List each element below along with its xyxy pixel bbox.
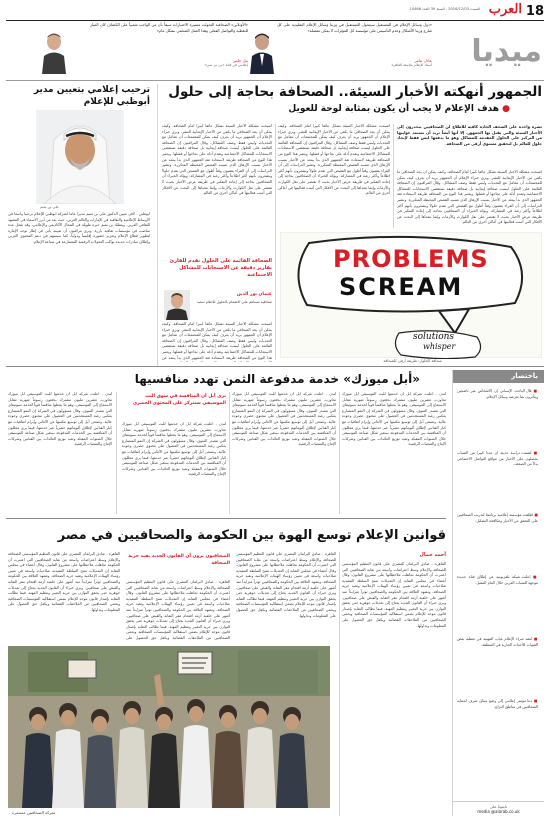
brief-item-text: أعلنت شبكة تلفزيونية عن إطلاق قناة جديدة موجهة للشباب العربي خلال العام المقبل. bbox=[457, 575, 538, 585]
second-body-col-3: لندن - أعلنت شركة أبل أن خدمتها للبث الموسيقي أبل ميوزك تجاوزت عشرين مليون مشترك يدفعون رسوماً شهرية مقابل الاستماع إلى الموسيقى، وهو ما يجعلها منافساً قوياً لخدمة سبوتيفاي التي تتصدر السوق. وقال مسؤولون في الشركة إن النمو المتسارع يعكس رغبة المستخدمين في الحصول على محتوى حصري وجودة عالية. وتسعى أبل إلى توسيع مكتبتها من الأغاني وإبرام اتفاقيات مع كبار الفنانين لإطلاق ألبوماتهم حصرياً عبر خدمتها، فيما يرى محللون أن المنافسة بين الخدمات المدفوعة ستغير شكل صناعة الموسيقى خلال السنوات المقبلة وتعيد توزيع العائدات بين الفنانين وشركات الإنتاج والمنصات الرقمية. bbox=[122, 422, 226, 477]
pullquote: الصحافة القائمة على الحلول تقدم للقارئ تقارير دقيقة عن الاستجابات للمشاكل الاجتماعية bbox=[169, 258, 272, 278]
briefs-title: باختصار bbox=[511, 372, 538, 380]
section-title: ميديا bbox=[471, 34, 542, 69]
sidebar-top-headline[interactable]: ترحيب إعلامي بتعيين مدير أبوظبي للإعلام bbox=[33, 85, 150, 107]
main-body-col-4: أصبحت مشكلة الأخبار السيئة تشكل عائقاً كبيراً أمام الصحافة، وكيف يمكن أن يجد الصحافي ما يكفي من الأخبار الإيجابية للنشر. ويرى خبراء الإعلام أن الجمهور يريد أن يعرف كيف يمكن للمجتمعات أن تتعامل مع التحديات وليس فقط وصف المشاكل. وقال المراقبون إن الصحافة القائمة على الحلول ليست صحافة إيجابية بل صحافة دقيقة تستقصي الاستجابات للمشاكل الاجتماعية وتقدم أدلة على نجاحها أو فشلها. ويعتبر هذا النوع من الصحافة طريقة لاستعادة ثقة الجمهور الذي بدأ يبتعد عن bbox=[162, 322, 272, 360]
teaser-left[interactable] bbox=[90, 22, 248, 74]
brief-bullet-icon: ■ bbox=[532, 637, 538, 641]
brief-item-text: كشفت دراسة حديثة أن عدداً كبيراً من الشباب يحصلون على الأخبار من مواقع التواصل الاجتماعي بدلاً من الصحف. bbox=[457, 451, 538, 467]
main-subhead bbox=[150, 104, 510, 114]
section-divider-2 bbox=[6, 518, 446, 519]
brief-item[interactable] bbox=[457, 637, 538, 693]
brief-bullet-icon: ■ bbox=[530, 575, 538, 579]
illustration-word-whisper: whisper bbox=[423, 342, 456, 351]
main-body-col-3: أصبحت مشكلة الأخبار السيئة تشكل عائقاً كبيراً أمام الصحافة، وكيف يمكن أن يجد الصحافي ما يكفي من الأخبار الإيجابية للنشر. ويرى خبراء الإعلام أن الجمهور يريد أن يعرف كيف يمكن للمجتمعات أن تتعامل مع التحديات وليس فقط وصف المشاكل. وقال المراقبون إن الصحافة القائمة على الحلول ليست صحافة إيجابية بل صحافة دقيقة تستقصي الاستجابات للمشاكل الاجتماعية وتقدم أدلة على نجاحها أو فشلها. ويعتبر هذا النوع من الصحافة طريقة لاستعادة ثقة الجمهور الذي بدأ يبتعد عن الأخبار بسبب الإرهاق الذي تسببه القصص المحبطة المتكررة. وتشير الدراسات إلى أن القراء يقضون وقتاً أطول مع القصص التي تقدم حلولاً ويشعرون بأنهم أكثر اطلاعاً وأكثر رغبة في المشاركة. ويؤكد الخبراء أن الصحافيين بحاجة إلى إعادة التفكير في طريقة عرض الأخبار بحيث لا تقتصر على نقل الكوارث والأزمات وإنما تتعداها إلى البحث عن الأفكار التي أثبتت فعاليتها في أماكن أخرى من العالم. bbox=[162, 124, 272, 196]
issue-line: السبت 2016/12/03 - السنة 39 العدد 10466 bbox=[409, 7, 480, 11]
teaser-left-role: إعلامي في قناة «بي بي سي» bbox=[204, 63, 248, 67]
columnist-role: صحافية تستاهم علي الاهتمام بالحلول للاعلام سعيد bbox=[196, 300, 272, 304]
briefs-box bbox=[452, 370, 544, 816]
illustration-word-problems: PROBLEMS bbox=[333, 245, 489, 273]
main-subhead-text: هدف الإعلام لا يجب أن يكون بمثابة لوحة للعويل bbox=[288, 104, 499, 114]
main-body-col-2: أصبحت مشكلة الأخبار السيئة تشكل عائقاً كبيراً أمام الصحافة، وكيف يمكن أن يجد الصحافي ما يكفي من الأخبار الإيجابية للنشر. ويرى خبراء الإعلام أن الجمهور يريد أن يعرف كيف يمكن للمجتمعات أن تتعامل مع التحديات وليس فقط وصف المشاكل. وقال المراقبون إن الصحافة القائمة على الحلول ليست صحافة إيجابية بل صحافة دقيقة تستقصي الاستجابات للمشاكل الاجتماعية وتقدم أدلة على نجاحها أو فشلها. ويعتبر هذا النوع من الصحافة طريقة لاستعادة ثقة الجمهور الذي بدأ يبتعد عن الأخبار بسبب الإرهاق الذي تسببه القصص المحبطة المتكررة. وتشير الدراسات إلى أن القراء يقضون وقتاً أطول مع القصص التي تقدم حلولاً ويشعرون بأنهم أكثر اطلاعاً وأكثر رغبة في المشاركة. ويؤكد الخبراء أن الصحافيين بحاجة إلى إعادة التفكير في طريقة عرض الأخبار بحيث لا تقتصر على نقل الكوارث والأزمات وإنما تتعداها إلى البحث عن الأفكار التي أثبتت فعاليتها في أماكن أخرى من العالم. bbox=[278, 124, 390, 196]
second-body-col-1: لندن - أعلنت شركة أبل أن خدمتها للبث الموسيقي أبل ميوزك تجاوزت عشرين مليون مشترك يدفعون رسوماً شهرية مقابل الاستماع إلى الموسيقى، وهو ما يجعلها منافساً قوياً لخدمة سبوتيفاي التي تتصدر السوق. وقال مسؤولون في الشركة إن النمو المتسارع يعكس رغبة المستخدمين في الحصول على محتوى حصري وجودة عالية. وتسعى أبل إلى توسيع مكتبتها من الأغاني وإبرام اتفاقيات مع كبار الفنانين لإطلاق ألبوماتهم حصرياً عبر خدمتها، فيما يرى محللون أن المنافسة بين الخدمات المدفوعة ستغير شكل صناعة الموسيقى خلال السنوات المقبلة وتعيد توزيع العائدات بين الفنانين وشركات الإنتاج والمنصات الرقمية. bbox=[342, 392, 446, 447]
main-col-divider-1 bbox=[393, 124, 394, 228]
third-body-col-3: القاهرة - صادق البرلمان المصري على قانون التنظيم المؤسسي للصحافة والإعلام وسط اعتراضات واسعة من نقابة الصحافيين التي اعتبرت أن الحكومة تجاهلت ملاحظاتها على مشروع القانون. وقال أعضاء في مجلس النقابة إن التعديلات تمنح السلطة التنفيذية صلاحيات واسعة في تعيين رؤساء الهيئات الإعلامية وتقيد حرية الصحافة. وتشهد العلاقة بين الحكومة والصحافيين توتراً متزايداً منذ أشهر على خلفية أزمة اقتحام مقر النقابة والقبض على صحافيين. ويرى خبراء أن القانون الجديد يحتاج إلى تعديلات جوهرية حتى يحقق التوازن بين حرية التعبير وتنظيم المهنة، فيما تطالب النقابة بإصدار قانون موحد للإعلام يضمن استقلالية المؤسسات الصحافية ويحمي الصحافيين من الملاحقات القضائية ويكفل حق الحصول على bbox=[126, 580, 230, 640]
illustration-caption: صحافة الحلول: طريقة أرقى للصحافة bbox=[383, 358, 442, 363]
teaser-right-byline: عادل عامر bbox=[414, 58, 432, 63]
brief-item-text: دعا مؤتمر إعلامي إلى وضع ميثاق شرف لحماية الصحافيين في مناطق النزاع. bbox=[457, 699, 538, 709]
illustration-word-solutions: solutions bbox=[413, 332, 455, 342]
second-col-divider-1 bbox=[339, 392, 340, 514]
briefs-header bbox=[453, 370, 544, 383]
page-header bbox=[0, 0, 550, 80]
protest-sign-icon bbox=[178, 652, 212, 674]
main-intro: نشرة واحدة على الصحف الجادة كافية للاطلاع لن الصحافيين ينحدرون إلى الأخبار السيئة والتي يقبل بها الجمهور، إلا أنها أيضاً تريد أن تستمد غوايتها من التركيز على الحلول المقدمة للمشاكل وهو ما يدفعها ليس فقط لإيجاد حلول للعالم بل لتحقيق مستوى أرقى من الصحافة. bbox=[397, 124, 542, 146]
brief-item-text: قال الباحث الإسباني إن الأشخاص غير ناضجين ويتأثرون بما تعرضه وسائل الإعلام. bbox=[457, 389, 538, 399]
third-body-col-4: القاهرة - صادق البرلمان المصري على قانون التنظيم المؤسسي للصحافة والإعلام وسط اعتراضات واسعة من نقابة الصحافيين التي اعتبرت أن الحكومة تجاهلت ملاحظاتها على مشروع القانون. وقال أعضاء في مجلس النقابة إن التعديلات تمنح السلطة التنفيذية صلاحيات واسعة في تعيين رؤساء الهيئات الإعلامية وتقيد حرية الصحافة. وتشهد العلاقة بين الحكومة والصحافيين توتراً متزايداً منذ أشهر على خلفية أزمة اقتحام مقر النقابة والقبض على صحافيين. ويرى خبراء أن القانون الجديد يحتاج إلى تعديلات جوهرية حتى يحقق التوازن بين حرية التعبير وتنظيم المهنة، فيما تطالب النقابة بإصدار قانون موحد للإعلام يضمن استقلالية المؤسسات الصحافية ويحمي الصحافيين من الملاحقات القضائية ويكفل حق الحصول على المعلومات وتداولها. bbox=[8, 552, 120, 612]
protest-photo-caption: معركة الصحافيين مستمرة bbox=[12, 810, 56, 815]
second-highlight: ترى أبل أن المنافسة في سوق البث الموسيقي ستتركز على المحتوى الحصري bbox=[132, 394, 226, 406]
teaser-right-role: أستاذ الإعلام بجامعة القاهرة bbox=[391, 63, 432, 67]
second-headline[interactable]: «أبل ميوزك» خدمة مدفوعة الثمن تهدد منافسيها bbox=[134, 372, 420, 386]
sidebar-top-body: أبوظبي - لاقى تعيين الدكتور علي بن تميم مديراً عاماً لشركة أبوظبي للإعلام ترحيباً واسعاً في الأوساط الإعلامية والثقافية في الإمارات والعالم العربي، حيث يعد من أبرز الأسماء في المشهد الثقافي العربي. ويمتلك بن تميم خبرة طويلة في المجال الأكاديمي والإعلامي، وقد شغل عدة مناصب في مؤسسات ثقافية بارزة. ويرى مراقبون أن تعيينه يأتي في إطار توجه الإمارة لتطوير قطاع الإعلام وتعزيز حضوره إقليمياً ودولياً، كما سيسهم في دعم المحتوى العربي وإطلاق مبادرات جديدة تواكب التحولات الرقمية المتسارعة في صناعة الإعلام. bbox=[8, 212, 150, 244]
third-body-col-1: القاهرة - صادق البرلمان المصري على قانون التنظيم المؤسسي للصحافة والإعلام وسط اعتراضات واسعة من نقابة الصحافيين التي اعتبرت أن الحكومة تجاهلت ملاحظاتها على مشروع القانون. وقال أعضاء في مجلس النقابة إن التعديلات تمنح السلطة التنفيذية صلاحيات واسعة في تعيين رؤساء الهيئات الإعلامية وتقيد حرية الصحافة. وتشهد العلاقة بين الحكومة والصحافيين توتراً متزايداً منذ أشهر على خلفية أزمة اقتحام مقر النقابة والقبض على صحافيين. ويرى خبراء أن القانون الجديد يحتاج إلى تعديلات جوهرية حتى يحقق التوازن بين حرية التعبير وتنظيم المهنة، فيما تطالب النقابة بإصدار قانون موحد للإعلام يضمن استقلالية المؤسسات الصحافية ويحمي الصحافيين من الملاحقات القضائية ويكفل حق الحصول على المعلومات وتداولها. bbox=[342, 562, 446, 628]
briefs-footer-label: تابعونا على bbox=[489, 804, 508, 809]
teaser-left-byline: بيل جلبير bbox=[232, 58, 248, 63]
third-col-divider-1 bbox=[339, 552, 340, 816]
third-headline[interactable]: قوانين الإعلام توسع الهوة بين الحكومة والصحافيين في مصر bbox=[57, 528, 446, 543]
brief-bullet-icon: ■ bbox=[532, 699, 538, 703]
brief-item[interactable] bbox=[457, 575, 538, 631]
brief-item[interactable] bbox=[457, 451, 538, 507]
problems-scream-illustration bbox=[280, 232, 542, 358]
brief-bullet-icon: ■ bbox=[531, 451, 538, 455]
third-byline: أحمد جمال bbox=[419, 552, 446, 558]
columnist-name: عثمان نور الدين bbox=[236, 292, 272, 297]
teaser-left-portrait bbox=[42, 30, 66, 74]
main-body-col-1: أصبحت مشكلة الأخبار السيئة تشكل عائقاً كبيراً أمام الصحافة، وكيف يمكن أن يجد الصحافي ما يكفي من الأخبار الإيجابية للنشر. ويرى خبراء الإعلام أن الجمهور يريد أن يعرف كيف يمكن للمجتمعات أن تتعامل مع التحديات وليس فقط وصف المشاكل. وقال المراقبون إن الصحافة القائمة على الحلول ليست صحافة إيجابية بل صحافة دقيقة تستقصي الاستجابات للمشاكل الاجتماعية وتقدم أدلة على نجاحها أو فشلها. ويعتبر هذا النوع من الصحافة طريقة لاستعادة ثقة الجمهور الذي بدأ يبتعد عن الأخبار بسبب الإرهاق الذي تسببه القصص المحبطة المتكررة. وتشير الدراسات إلى أن القراء يقضون وقتاً أطول مع القصص التي تقدم حلولاً ويشعرون بأنهم أكثر اطلاعاً وأكثر رغبة في المشاركة. ويؤكد الخبراء أن الصحافيين بحاجة إلى إعادة التفكير في طريقة عرض الأخبار بحيث لا تقتصر على نقل الكوارث والأزمات وإنما تتعداها إلى البحث عن الأفكار التي أثبتت فعاليتها في أماكن أخرى من العالم. bbox=[397, 170, 542, 225]
second-body-col-2: لندن - أعلنت شركة أبل أن خدمتها للبث الموسيقي أبل ميوزك تجاوزت عشرين مليون مشترك يدفعون رسوماً شهرية مقابل الاستماع إلى الموسيقى، وهو ما يجعلها منافساً قوياً لخدمة سبوتيفاي التي تتصدر السوق. وقال مسؤولون في الشركة إن النمو المتسارع يعكس رغبة المستخدمين في الحصول على محتوى حصري وجودة عالية. وتسعى أبل إلى توسيع مكتبتها من الأغاني وإبرام اتفاقيات مع كبار الفنانين لإطلاق ألبوماتهم حصرياً عبر خدمتها، فيما يرى محللون أن المنافسة بين الخدمات المدفوعة ستغير شكل صناعة الموسيقى خلال السنوات المقبلة وتعيد توزيع العائدات بين الفنانين وشركات الإنتاج والمنصات الرقمية. bbox=[232, 392, 336, 447]
protest-photo bbox=[8, 646, 330, 808]
sidebar-portrait bbox=[36, 110, 124, 204]
brief-item-text: انتقد خبراء الإعلام غياب المهنية في تغطية بعض القنوات للأحداث الجارية في المنطقة. bbox=[457, 637, 538, 647]
second-col-divider-2 bbox=[229, 392, 230, 514]
illustration-word-scream: SCREAM bbox=[339, 273, 464, 301]
header-rule bbox=[6, 20, 544, 21]
briefs-footer-link[interactable]: media @alarab.co.uk bbox=[477, 809, 520, 814]
main-col-divider-2 bbox=[275, 124, 276, 360]
header-bottom-rule bbox=[6, 80, 544, 81]
brief-item[interactable] bbox=[457, 389, 538, 445]
third-body-col-2: القاهرة - صادق البرلمان المصري على قانون التنظيم المؤسسي للصحافة والإعلام وسط اعتراضات واسعة من نقابة الصحافيين التي اعتبرت أن الحكومة تجاهلت ملاحظاتها على مشروع القانون. وقال أعضاء في مجلس النقابة إن التعديلات تمنح السلطة التنفيذية صلاحيات واسعة في تعيين رؤساء الهيئات الإعلامية وتقيد حرية الصحافة. وتشهد العلاقة بين الحكومة والصحافيين توتراً متزايداً منذ أشهر على خلفية أزمة اقتحام مقر النقابة والقبض على صحافيين. ويرى خبراء أن القانون الجديد يحتاج إلى تعديلات جوهرية حتى يحقق التوازن بين حرية التعبير وتنظيم المهنة، فيما تطالب النقابة بإصدار قانون موحد للإعلام يضمن استقلالية المؤسسات الصحافية ويحمي الصحافيين من الملاحقات القضائية ويكفل حق الحصول على المعلومات وتداولها. bbox=[236, 552, 336, 618]
columnist-photo bbox=[164, 290, 190, 320]
brief-bullet-icon: ■ bbox=[533, 513, 538, 517]
teaser-right-portrait bbox=[250, 30, 274, 74]
teaser-right-text: «دول وسائل الإعلام في المستقبل سيتحول المستقبل في وزينا وسائل الإعلام التقليدية على كل شارع وزينا الأشكال وعدم التأسيس على مؤسسة كل المؤثرات لا يمكن مفصلة» bbox=[277, 22, 432, 33]
third-highlight: الصحافيون يرون أن القانون الجديد يقيد حرية الصحافة bbox=[128, 554, 230, 566]
brief-bullet-icon: ■ bbox=[531, 389, 538, 393]
sidebar-portrait-caption: علي بن تميم bbox=[40, 205, 59, 209]
newspaper-logo: العرب bbox=[488, 2, 522, 17]
subhead-bullet-icon: ● bbox=[502, 104, 510, 114]
brief-item[interactable] bbox=[457, 699, 538, 755]
teaser-right[interactable] bbox=[277, 22, 432, 74]
second-body-col-4: لندن - أعلنت شركة أبل أن خدمتها للبث الموسيقي أبل ميوزك تجاوزت عشرين مليون مشترك يدفعون رسوماً شهرية مقابل الاستماع إلى الموسيقى، وهو ما يجعلها منافساً قوياً لخدمة سبوتيفاي التي تتصدر السوق. وقال مسؤولون في الشركة إن النمو المتسارع يعكس رغبة المستخدمين في الحصول على محتوى حصري وجودة عالية. وتسعى أبل إلى توسيع مكتبتها من الأغاني وإبرام اتفاقيات مع كبار الفنانين لإطلاق ألبوماتهم حصرياً عبر خدمتها، فيما يرى محللون أن المنافسة بين الخدمات المدفوعة ستغير شكل صناعة الموسيقى خلال السنوات المقبلة وتعيد توزيع العائدات بين الفنانين وشركات الإنتاج والمنصات الرقمية. bbox=[8, 392, 112, 447]
main-col-divider-3 bbox=[157, 84, 158, 366]
section-divider-1 bbox=[6, 366, 544, 367]
briefs-footer bbox=[453, 801, 544, 816]
brief-item-text: أطلقت مؤسسة إعلامية برنامجاً لتدريب الصحافيين على التحقق من الأخبار ومكافحة التضليل. bbox=[457, 513, 538, 523]
teaser-left-text: «الأونلاين» الصحافية التحولت مسيرة الاختبارات سبقاً بأن من الواجب شعبياً على الكشاف كان الميار للتغطية والتواصل الفعلي وهذا العمل الصحفي بشكل عام» bbox=[90, 22, 248, 33]
main-headline[interactable]: الجمهور أنهكته الأخبار السيئة.. الصحافة بحاجة إلى حلول bbox=[168, 84, 542, 100]
brief-item[interactable] bbox=[457, 513, 538, 569]
second-col-divider-3 bbox=[116, 392, 117, 514]
page-number: 18 bbox=[525, 4, 544, 19]
